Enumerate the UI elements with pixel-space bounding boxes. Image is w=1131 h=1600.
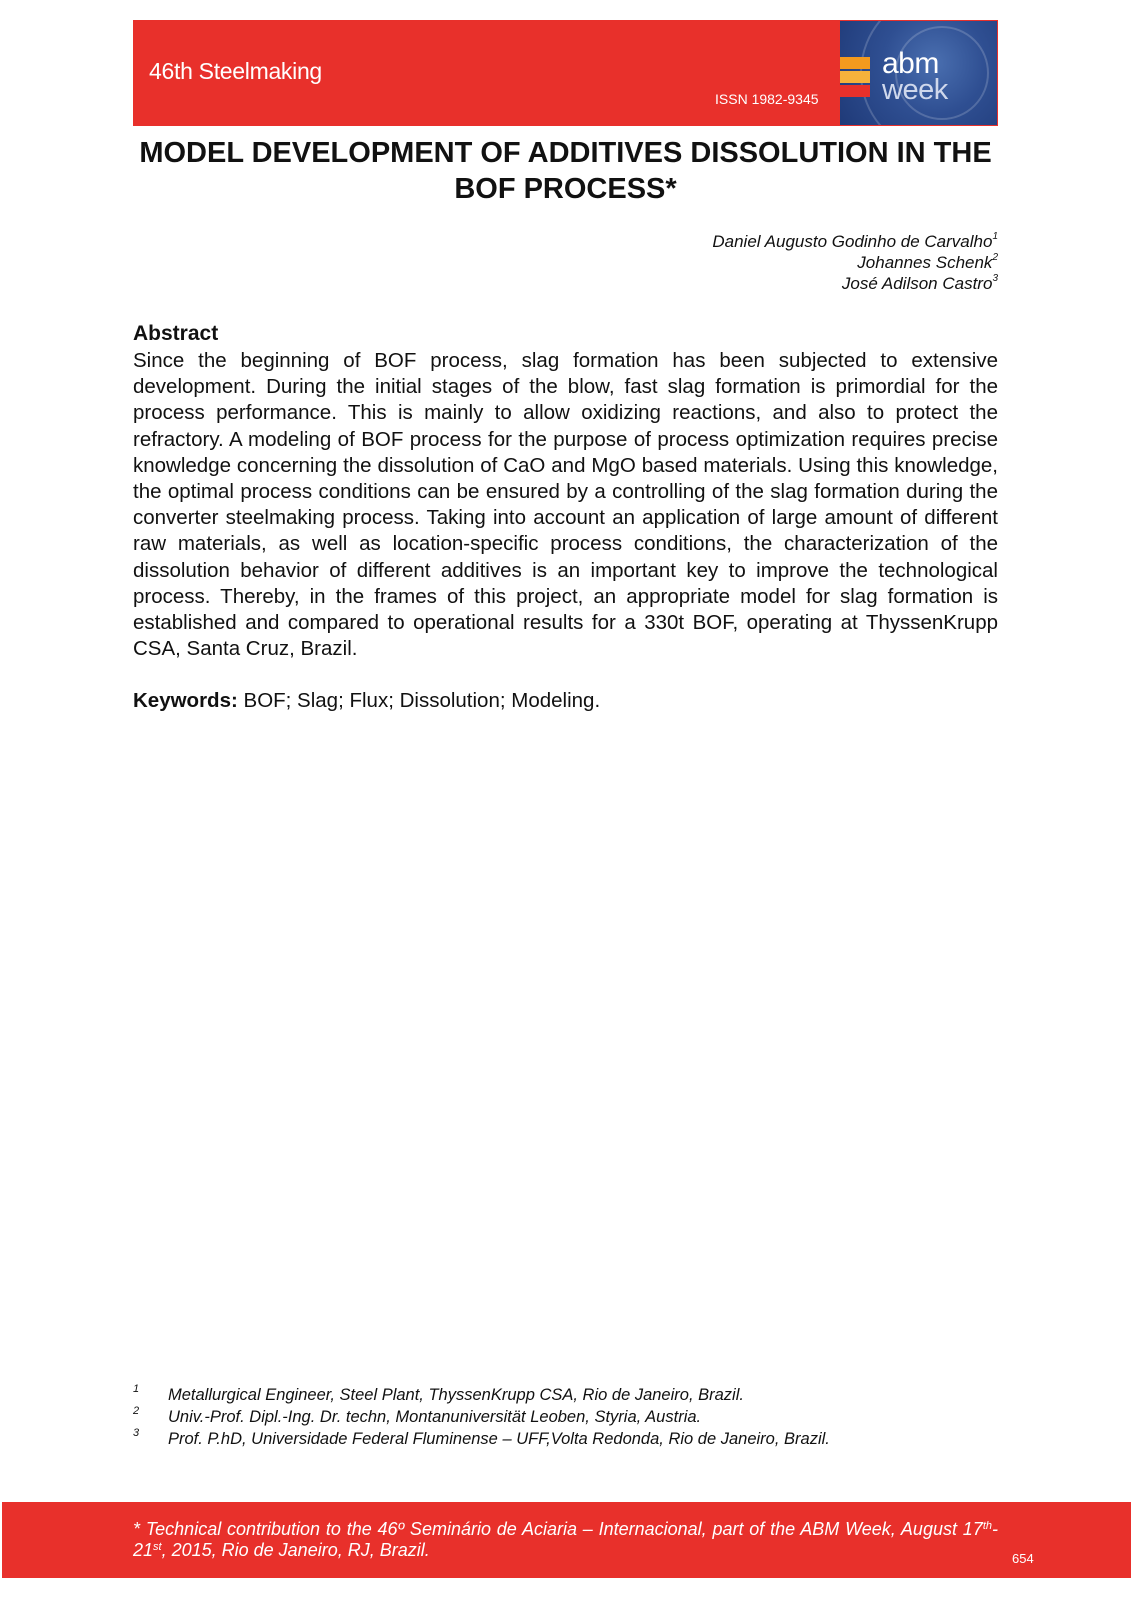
footer-text-part: * Technical contribution to the 46º Seminário de Aciaria – Internacional, part of the ABM Week, August 17: [133, 1519, 983, 1539]
footnote: [133, 1406, 998, 1428]
footer-superscript: st: [153, 1541, 162, 1553]
author-affiliation-mark: 1: [992, 231, 998, 242]
abm-week-logo: [840, 21, 997, 125]
footer-text-part: -21: [133, 1519, 998, 1560]
page-number: 654: [1012, 1551, 1034, 1566]
footnote-number: 3: [133, 1427, 140, 1439]
author-affiliation-mark: 3: [992, 273, 998, 284]
author-name: Johannes Schenk: [857, 253, 993, 272]
footnote-text: Univ.-Prof. Dipl.-Ing. Dr. techn, Montanuniversität Leoben, Styria, Austria.: [168, 1408, 702, 1426]
author: [712, 252, 998, 273]
keywords-text: BOF; Slag; Flux; Dissolution; Modeling.: [243, 689, 601, 712]
author: [712, 231, 998, 252]
author-affiliation-mark: 2: [992, 252, 998, 263]
logo-abm-text: abm: [882, 47, 939, 80]
footnote-number: 1: [133, 1383, 140, 1395]
header-banner: [133, 20, 998, 126]
footer-banner: [2, 1502, 1131, 1578]
author-name: Daniel Augusto Godinho de Carvalho: [712, 232, 993, 251]
author-list: [712, 231, 998, 294]
issn-label: ISSN 1982-9345: [715, 91, 819, 107]
abstract-heading: Abstract: [133, 322, 219, 345]
logo-week-text: week: [882, 74, 948, 106]
paper-title: MODEL DEVELOPMENT OF ADDITIVES DISSOLUTION IN THE BOF PROCESS*: [139, 137, 992, 205]
conference-name: 46th Steelmaking: [149, 58, 322, 84]
abstract-body: Since the beginning of BOF process, slag formation has been subjected to extensive development. During the initial stages of the blow, fast slag formation is primordial for the process performance. This is mainly to allow oxidizing reactions, and also to protect the refractory. A modeling of BOF process for the purpose of process optimization requires precise knowledge concerning the dissolution of CaO and MgO based materials. Using this knowledge, the optimal process conditions can be ensured by a controlling of the slag formation during the converter steelmaking process. Taking into account an application of large amount of different raw materials, as well as location-specific process conditions, the characterization of the dissolution behavior of different additives is an important key to improve the technological process. Thereby, in the frames of this project, an appropriate model for slag formation is established and compared to operational results for a 330t BOF, operating at ThyssenKrupp CSA, Santa Cruz, Brazil.: [133, 349, 998, 661]
author-name: José Adilson Castro: [841, 274, 993, 293]
author: [712, 273, 998, 294]
keywords-line: [133, 688, 600, 714]
keywords-label: Keywords:: [133, 689, 238, 712]
footnote: [133, 1428, 998, 1450]
footnote-text: Prof. P.hD, Universidade Federal Fluminense – UFF,Volta Redonda, Rio de Janeiro, Brazil.: [168, 1430, 830, 1448]
footnote-text: Metallurgical Engineer, Steel Plant, ThyssenKrupp CSA, Rio de Janeiro, Brazil.: [168, 1386, 744, 1404]
footnotes: [133, 1384, 998, 1450]
footer-note: [133, 1519, 998, 1561]
footer-superscript: th: [982, 1520, 992, 1532]
footnote-number: 2: [133, 1405, 140, 1417]
footnote: [133, 1384, 998, 1406]
footer-text-part: , 2015, Rio de Janeiro, RJ, Brazil.: [161, 1540, 430, 1560]
